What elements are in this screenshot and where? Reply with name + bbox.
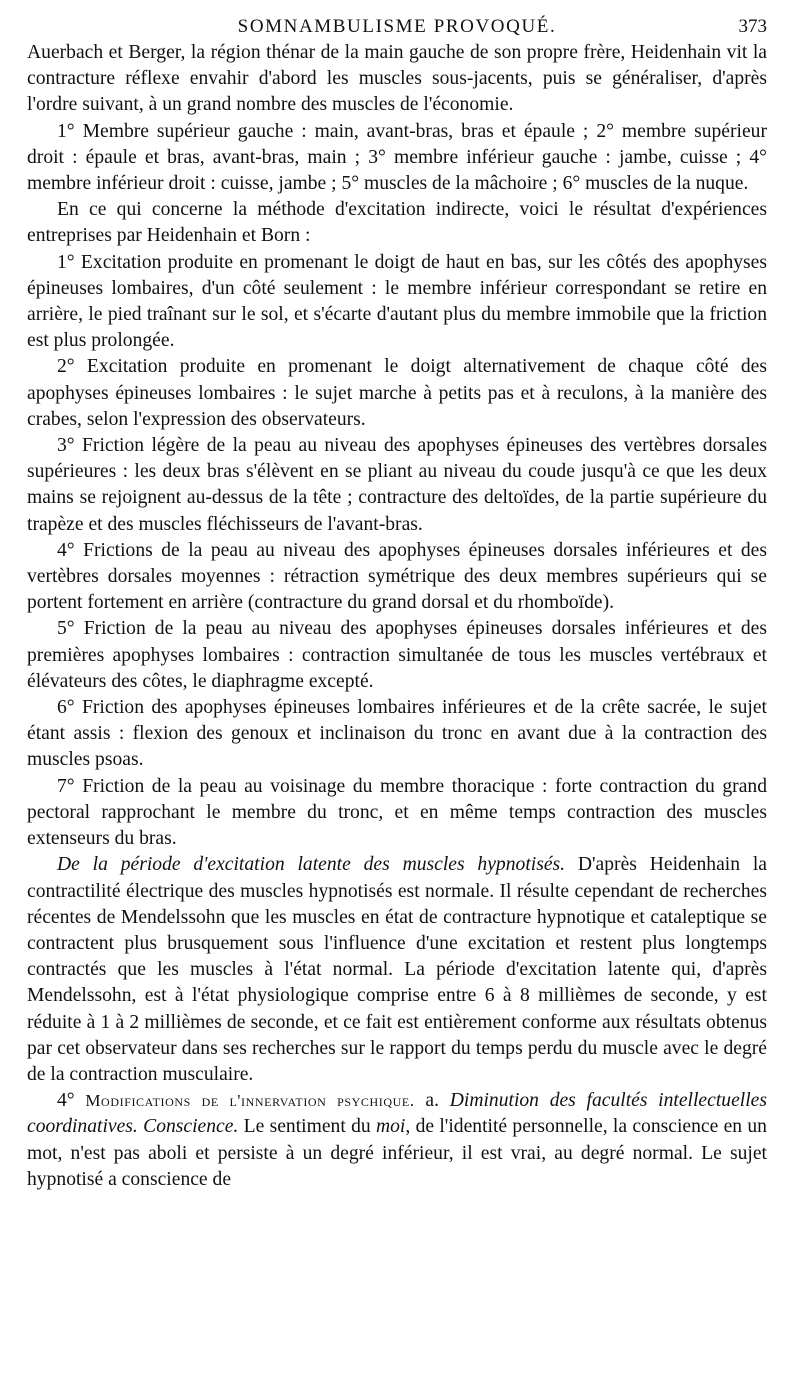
latent-period-text: D'après Heidenhain la contractilité électrique des muscles hypnotisés est normale. Il résulte cependant de recherches récentes de Mendelssohn que les muscles en état de contracture hypnotique et cataleptique se contractent plus brusquement sous l'influence d'une excitation et restent plus longtemps contractés que les muscles à l'état normal. La période d'excitation latente qui, d'après Mendelssohn, est à l'état physiologique comprise entre 6 à 8 millièmes de seconde, y est réduite à 1 à 2 millièmes de seconde, et ce fait est entièrement conforme aux résultats obtenus par cet observateur dans ses recherches sur le rapport du temps perdu du muscle avec le degré de la contraction musculaire. [27, 854, 767, 1085]
paragraph-psychic-innervation [27, 1088, 767, 1193]
section-heading-latent-period: De la période d'excitation latente des muscles hypnotisés. [57, 854, 566, 876]
paragraph-experiment-3: 3° Friction légère de la peau au niveau des apophyses épineuses des vertèbres dorsales supérieures : les deux bras s'élèvent en se pliant au niveau du coude jusqu'à ce que les deux mains se rejoignent au-dessus de la tête ; contracture des deltoïdes, de la partie supérieure du trapèze et des muscles fléchisseurs de l'avant-bras. [27, 435, 767, 535]
page-header [27, 6, 767, 40]
section-title-caps: Modifications de l'innervation psychique. [85, 1091, 415, 1111]
paragraph-experiment-6: 6° Friction des apophyses épineuses lombaires inférieures et de la crête sacrée, le sujet étant assis : flexion des genoux et inclinaison du tronc en avant due à la contraction des muscles psoas. [27, 697, 767, 771]
body-text [27, 40, 767, 1193]
paragraph-continuation: Auerbach et Berger, la région thénar de la main gauche de son propre frère, Heidenhain vit la contracture réflexe envahir d'abord les muscles sous-jacents, puis se généraliser, d'après l'ordre suivant, à un grand nombre des muscles de l'économie. [27, 42, 767, 116]
page-number: 373 [738, 16, 767, 37]
paragraph-experiment-7: 7° Friction de la peau au voisinage du membre thoracique : forte contraction du grand pectoral rapprochant le membre du tronc, et en même temps contraction des muscles extenseurs du bras. [27, 775, 767, 850]
paragraph-experiment-2: 2° Excitation produite en promenant le doigt alternativement de chaque côté des apophyses épineuses lombaires : le sujet marche à petits pas et à reculons, à la manière des crabes, selon l'expression des observateurs. [27, 356, 767, 430]
section-heading-conscience: Diminution des facultés intellectuelles coordinatives. Conscience. [27, 1090, 767, 1138]
book-page [27, 6, 767, 1193]
paragraph-indirect-method: En ce qui concerne la méthode d'excitation indirecte, voici le résultat d'expériences entreprises par Heidenhain et Born : [27, 199, 767, 247]
paragraph-muscle-order: 1° Membre supérieur gauche : main, avant-bras, bras et épaule ; 2° membre supérieur droit : épaule et bras, avant-bras, main ; 3° membre inférieur gauche : jambe, cuisse ; 4° membre inférieur droit : cuisse, jambe ; 5° muscles de la mâchoire ; 6° muscles de la nuque. [27, 120, 767, 195]
moi-term: moi [375, 1116, 406, 1138]
paragraph-experiment-5: 5° Friction de la peau au niveau des apophyses épineuses dorsales inférieures et des premières apophyses lombaires : contraction simultanée de tous les muscles vertébraux et élévateurs des côtes, le diaphragme excepté. [27, 618, 767, 692]
section-number: 4° [57, 1090, 86, 1112]
running-title: SOMNAMBULISME PROVOQUÉ. [237, 16, 557, 37]
conscience-text-1: Le sentiment du [238, 1116, 376, 1138]
paragraph-experiment-4: 4° Frictions de la peau au niveau des apophyses épineuses dorsales inférieures et des vertèbres dorsales moyennes : rétraction symétrique des deux membres supérieurs qui se portent fortement en arrière (contracture du grand dorsal et du rhomboïde). [27, 539, 767, 614]
paragraph-experiment-1: 1° Excitation produite en promenant le doigt de haut en bas, sur les côtés des apophyses épineuses lombaires, d'un côté seulement : le membre inférieur correspondant se retire en arrière, le pied traînant sur le sol, et s'écarte d'autant plus du membre immobile que la friction est plus prolongée. [27, 251, 767, 352]
paragraph-latent-period [27, 852, 767, 1088]
conscience-text-2: , de l'identité personnelle, la conscience en un mot, n'est pas aboli et persiste à un degré inférieur, il est vrai, au degré normal. Le sujet hypnotisé a conscience de [27, 1116, 767, 1190]
subsection-marker: a. [414, 1090, 450, 1112]
